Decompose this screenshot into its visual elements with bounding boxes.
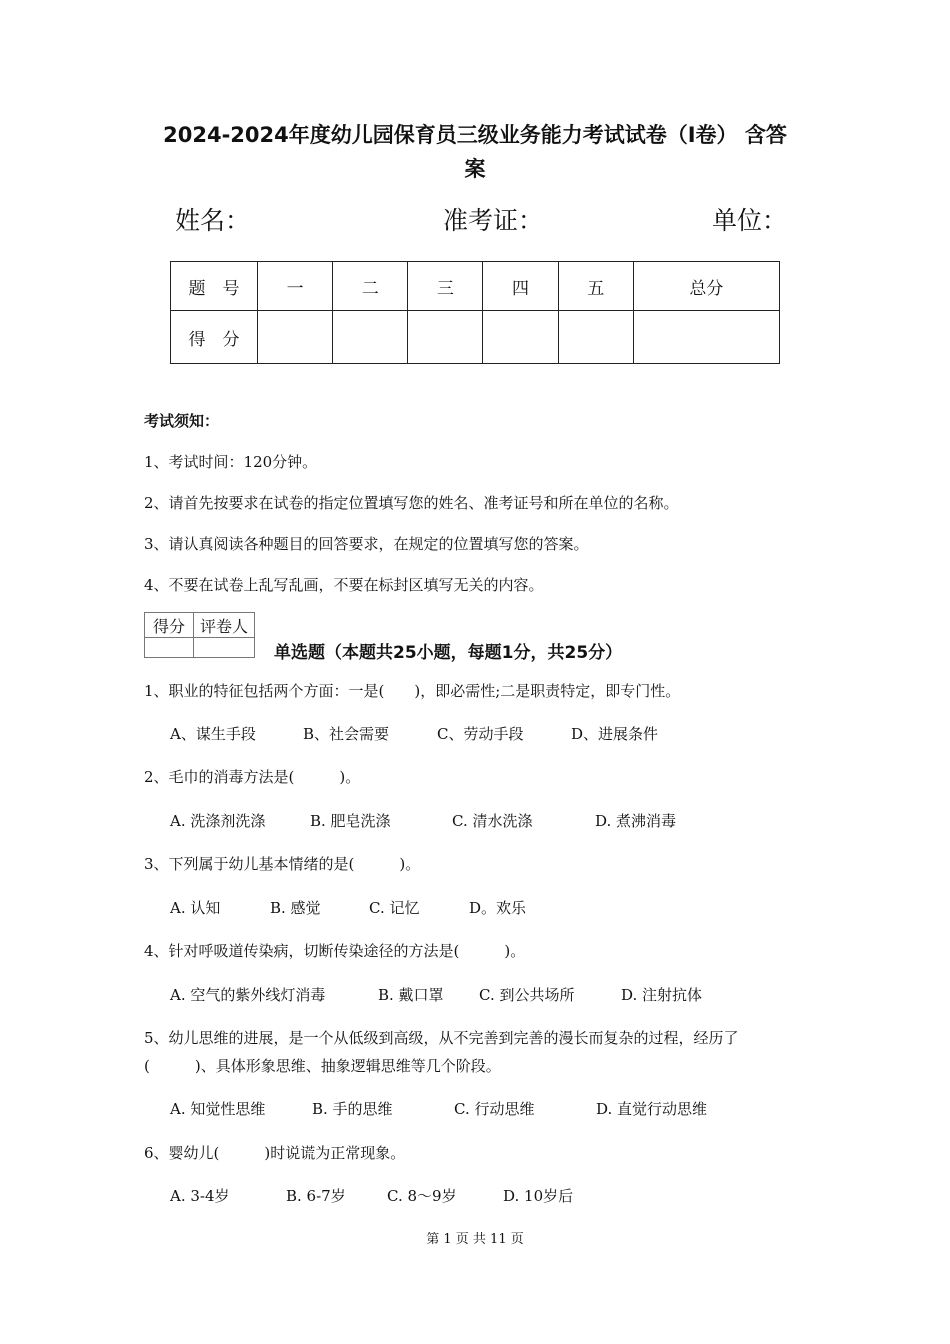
option[interactable]: C. 8～9岁 xyxy=(387,1187,457,1205)
score-cell[interactable] xyxy=(408,311,483,364)
grader-name-cell[interactable] xyxy=(194,638,255,658)
question-5-options xyxy=(170,1098,707,1119)
option[interactable]: B. 感觉 xyxy=(270,899,321,917)
option[interactable]: B. 6-7岁 xyxy=(286,1187,346,1205)
option[interactable]: B、社会需要 xyxy=(303,725,390,743)
title-line-1: 2024-2024年度幼儿园保育员三级业务能力考试试卷（I卷） 含答 xyxy=(163,123,787,147)
section-title: 单选题（本题共25小题，每题1分，共25分） xyxy=(274,643,623,663)
question-6-options xyxy=(170,1185,573,1206)
score-cell[interactable] xyxy=(258,311,333,364)
option[interactable]: C. 到公共场所 xyxy=(479,986,575,1004)
score-cell[interactable] xyxy=(558,311,633,364)
question-4-options xyxy=(170,984,702,1005)
option[interactable]: D. 注射抗体 xyxy=(621,986,703,1004)
score-cell[interactable] xyxy=(633,311,779,364)
grader-score-label: 得分 xyxy=(145,613,194,638)
header-cell: 一 xyxy=(258,262,333,311)
question-5-continued: ( )、具体形象思维、抽象逻辑思维等几个阶段。 xyxy=(144,1057,501,1075)
header-cell: 二 xyxy=(333,262,408,311)
question-3: 3、下列属于幼儿基本情绪的是( )。 xyxy=(144,855,421,873)
score-table xyxy=(170,261,780,364)
option[interactable]: D. 直觉行动思维 xyxy=(596,1100,708,1118)
header-cell: 四 xyxy=(483,262,558,311)
option[interactable]: D。欢乐 xyxy=(469,899,527,917)
header-cell: 题 号 xyxy=(171,262,258,311)
option[interactable]: A. 空气的紫外线灯消毒 xyxy=(170,986,326,1004)
notice-item: 2、请首先按要求在试卷的指定位置填写您的姓名、准考证号和所在单位的名称。 xyxy=(144,494,679,512)
question-2-options xyxy=(170,810,676,831)
question-3-options xyxy=(170,897,526,918)
unit-label: 单位： xyxy=(712,206,788,235)
grader-name-label: 评卷人 xyxy=(194,613,255,638)
page-footer: 第 1 页 共 11 页 xyxy=(426,1232,524,1247)
option[interactable]: C、劳动手段 xyxy=(437,725,524,743)
option[interactable]: C. 清水洗涤 xyxy=(452,812,533,830)
question-5: 5、幼儿思维的进展，是一个从低级到高级，从不完善到完善的漫长而复杂的过程，经历了 xyxy=(144,1029,739,1047)
option[interactable]: D. 10岁后 xyxy=(503,1187,574,1205)
score-table-score-row xyxy=(171,311,780,364)
notice-item: 3、请认真阅读各种题目的回答要求，在规定的位置填写您的答案。 xyxy=(144,535,589,553)
question-6: 6、婴幼儿( )时说谎为正常现象。 xyxy=(144,1144,406,1162)
grader-box xyxy=(144,612,255,658)
option[interactable]: C. 记忆 xyxy=(369,899,420,917)
question-2: 2、毛巾的消毒方法是( )。 xyxy=(144,768,361,786)
score-table-header-row xyxy=(171,262,780,311)
score-row-label: 得 分 xyxy=(171,311,258,364)
score-cell[interactable] xyxy=(333,311,408,364)
option[interactable]: D、进展条件 xyxy=(571,725,659,743)
notice-title: 考试须知： xyxy=(144,412,220,430)
question-1-options xyxy=(170,723,658,744)
option[interactable]: A. 3-4岁 xyxy=(170,1187,230,1205)
option[interactable]: B. 戴口罩 xyxy=(378,986,444,1004)
score-cell[interactable] xyxy=(483,311,558,364)
option[interactable]: B. 手的思维 xyxy=(312,1100,393,1118)
grader-score-cell[interactable] xyxy=(145,638,194,658)
option[interactable]: C. 行动思维 xyxy=(454,1100,535,1118)
header-cell: 总分 xyxy=(633,262,779,311)
option[interactable]: A. 认知 xyxy=(170,899,221,917)
exam-title xyxy=(130,118,820,186)
option[interactable]: A. 知觉性思维 xyxy=(170,1100,266,1118)
option[interactable]: B. 肥皂洗涤 xyxy=(310,812,391,830)
notice-item: 1、考试时间：120分钟。 xyxy=(144,453,318,471)
option[interactable]: A. 洗涤剂洗涤 xyxy=(170,812,266,830)
header-cell: 五 xyxy=(558,262,633,311)
exam-id-label: 准考证： xyxy=(443,206,544,235)
option[interactable]: A、谋生手段 xyxy=(170,725,256,743)
question-4: 4、针对呼吸道传染病，切断传染途径的方法是( )。 xyxy=(144,942,526,960)
name-label: 姓名： xyxy=(175,206,251,235)
option[interactable]: D. 煮沸消毒 xyxy=(595,812,677,830)
question-1: 1、职业的特征包括两个方面：一是( )，即必需性;二是职责特定，即专门性。 xyxy=(144,682,681,700)
header-cell: 三 xyxy=(408,262,483,311)
title-line-2: 案 xyxy=(464,157,486,181)
notice-item: 4、不要在试卷上乱写乱画，不要在标封区填写无关的内容。 xyxy=(144,576,544,594)
